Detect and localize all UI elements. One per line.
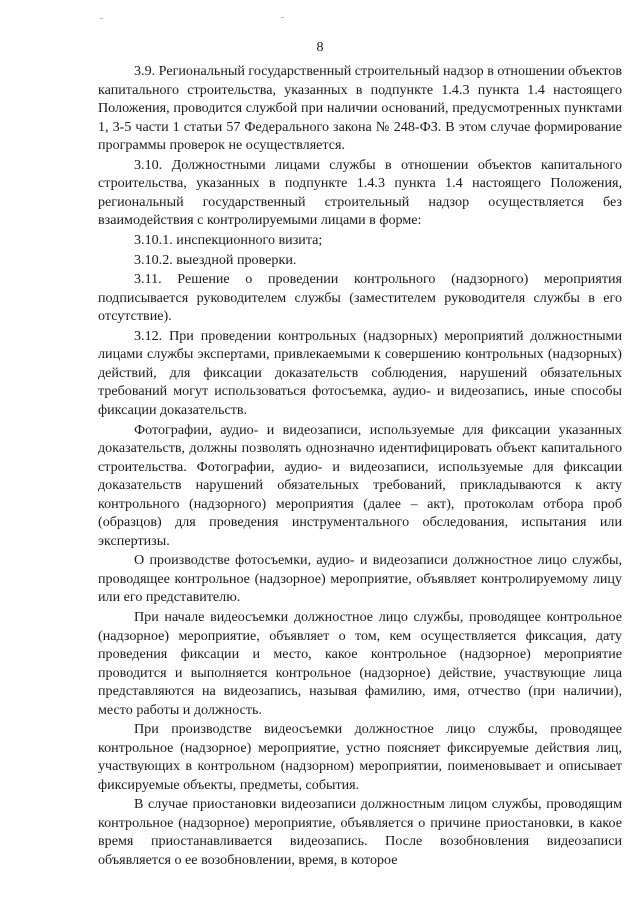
paragraph-photos: Фотографии, аудио- и видеозаписи, используемые для фиксации указанных доказательств, должны позволять однозначно идентифицировать объект капитального строительства. Фотографии, аудио- и видеозаписи, используемые для фиксации доказательств нарушений обязательных требований, прикладываются к акту контрольного (надзорного) мероприятия (далее – акт), протоколам отбора проб (образцов) для проведения инструментального обследования, испытания или экспертизы. [98, 421, 622, 549]
page-number: 8 [316, 40, 324, 55]
paragraph-3-10-2: 3.10.2. выездной проверки. [134, 251, 297, 268]
paragraph-video-start: При начале видеосъемки должностное лицо службы, проводящее контрольное (надзорное) мероприятие, объявляет о том, кем осуществляется фиксация, дату проведения фиксации и место, какое контрольное (надзорное) мероприятие проводится и выполняется контрольное (надзорное) действие, участвующие лица представляются на видеозапись, называя фамилию, имя, отчество (при наличии), место работы и должность. [98, 609, 622, 718]
scan-mark-right [281, 17, 284, 18]
document-body [98, 62, 622, 871]
paragraph-3-12: 3.12. При проведении контрольных (надзорных) мероприятий должностными лицами службы экспертами, привлекаемыми к совершению контрольных (надзорных) действий, для фиксации доказательств соблюдения, нарушений обязательных требований могут использоваться фотосъемка, аудио- и видеозапись, иные способы фиксации доказательств. [98, 327, 622, 418]
paragraph-video-during: При производстве видеосъемки должностное лицо службы, проводящее контрольное (надзорное) мероприятие, устно поясняет фиксируемые действия лиц, участвующих в контрольном (надзорном) мероприятии, поименовывает и описывает фиксируемые объекты, предметы, события. [98, 721, 622, 793]
paragraph-announce: О производстве фотосъемки, аудио- и видеозаписи должностное лицо службы, проводящее контрольное (надзорное) мероприятие, объявляет контролируемому лицу или его представителю. [98, 552, 622, 606]
scan-mark-left [100, 18, 103, 19]
paragraph-video-pause: В случае приостановки видеозаписи должностным лицом службы, проводящим контрольное (надзорное) мероприятие, объявляется о причине приостановки, в какое время приостанавливается видеозапись. После возобновления видеозаписи объявляется о ее возобновлении, время, в которое [98, 796, 622, 868]
paragraph-3-11: 3.11. Решение о проведении контрольного (надзорного) мероприятия подписывается руководителем службы (заместителем руководителя службы в его отсутствие). [98, 271, 622, 325]
paragraph-3-10: 3.10. Должностными лицами службы в отношении объектов капитального строительства, указанных в подпункте 1.4.3 пункта 1.4 настоящего Положения, региональный государственный строительный надзор осуществляется без взаимодействия с контролируемыми лицами в форме: [98, 156, 622, 229]
paragraph-3-10-1: 3.10.1. инспекционного визита; [134, 231, 323, 248]
paragraph-3-9: 3.9. Региональный государственный строительный надзор в отношении объектов капитального строительства, указанных в подпункте 1.4.3 пункта 1.4 настоящего Положения, проводится службой при наличии оснований, предусмотренных пунктами 1, 3-5 части 1 статьи 57 Федерального закона № 248-ФЗ. В этом случае формирование программы проверок не осуществляется. [98, 63, 623, 153]
